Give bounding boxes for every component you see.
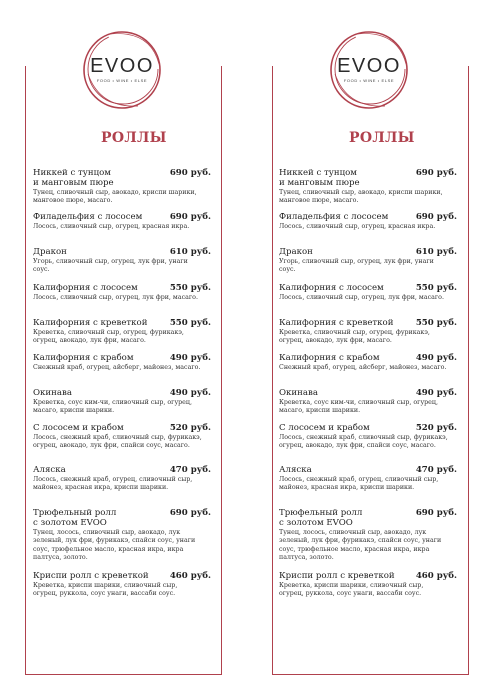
menu-item-description: Лосось, сливочный сыр, огурец, красная икра. xyxy=(33,223,190,230)
menu-item xyxy=(33,571,211,599)
menu-item-price: 550 руб. xyxy=(415,318,457,328)
menu-item-name: Калифорния с крабом xyxy=(279,353,380,363)
menu-item-description: Лосось, снежный краб, огурец, сливочный сыр, майонез, красная икра, криспи шарики. xyxy=(33,476,193,492)
menu-item-price: 690 руб. xyxy=(415,168,457,178)
menu-item-price: 690 руб. xyxy=(169,168,211,178)
menu-item-name: Калифорния с крабом xyxy=(33,353,134,363)
menu-item-description: Лосось, снежный краб, сливочный сыр, фурикакэ, огурец, авокадо, лук фри, спайси соус, масаго. xyxy=(33,434,202,450)
menu-item xyxy=(279,283,457,302)
menu-item xyxy=(279,212,457,231)
menu-item xyxy=(33,465,211,493)
menu-item-description: Лосось, снежный краб, огурец, сливочный сыр, майонез, красная икра, криспи шарики. xyxy=(279,476,439,492)
menu-item-description: Креветка, соус ким-чи, сливочный сыр, огурец, масаго, криспи шарики. xyxy=(33,399,192,415)
menu-item-name: Никкей с тунцом и манговым пюре xyxy=(33,168,114,188)
menu-item-price: 490 руб. xyxy=(415,388,457,398)
logo-tagline: FOOD • WINE • ELSE xyxy=(96,78,148,83)
menu-item xyxy=(33,247,211,275)
menu-item-name: Калифорния с креветкой xyxy=(33,318,148,328)
menu-item-name: С лососем и крабом xyxy=(33,423,124,433)
menu-item-price: 490 руб. xyxy=(415,353,457,363)
menu-item-description: Снежный краб, огурец, айсберг, майонез, масаго. xyxy=(279,364,447,371)
menu-item xyxy=(279,388,457,416)
menu-item-price: 470 руб. xyxy=(169,465,211,475)
menu-item-description: Креветка, криспи шарики, сливочный сыр, огурец, руккола, соус унаги, вассаби соус. xyxy=(279,582,424,598)
menu-item-price: 520 руб. xyxy=(169,423,211,433)
menu-item-description: Лосось, сливочный сыр, огурец, лук фри, масаго. xyxy=(33,294,198,301)
menu-item xyxy=(33,212,211,231)
menu-item-name: Никкей с тунцом и манговым пюре xyxy=(279,168,360,188)
menu-item-name: С лососем и крабом xyxy=(279,423,370,433)
logo-wordmark: EVOO xyxy=(337,55,401,77)
menu-item-description: Тунец, сливочный сыр, авокадо, криспи шарики, манговое пюре, масаго. xyxy=(279,189,443,205)
menu-item-price: 610 руб. xyxy=(415,247,457,257)
menu-item-name: Филадельфия с лососем xyxy=(33,212,143,222)
menu-item-price: 490 руб. xyxy=(169,388,211,398)
menu-item-description: Лосось, сливочный сыр, огурец, красная икра. xyxy=(279,223,436,230)
menu-item-description: Угорь, сливочный сыр, огурец, лук фри, унаги соус. xyxy=(279,258,434,274)
menu-item-price: 470 руб. xyxy=(415,465,457,475)
menu-item-name: Дракон xyxy=(33,247,67,257)
menu-item-name: Калифорния с лососем xyxy=(279,283,384,293)
menu-item xyxy=(33,318,211,346)
menu-item-price: 690 руб. xyxy=(415,508,457,518)
menu-item-description: Креветка, соус ким-чи, сливочный сыр, огурец, масаго, криспи шарики. xyxy=(279,399,438,415)
menu-item-name: Окинава xyxy=(33,388,72,398)
menu-item-price: 550 руб. xyxy=(169,283,211,293)
menu-item xyxy=(33,423,211,451)
menu-item xyxy=(279,247,457,275)
logo-wordmark: EVOO xyxy=(90,55,154,77)
menu-item-name: Филадельфия с лососем xyxy=(279,212,389,222)
evoo-logo xyxy=(327,28,411,112)
menu-item-description: Креветка, сливочный сыр, огурец, фурикакэ, огурец, авокадо, лук фри, масаго. xyxy=(279,329,430,345)
menu-item-price: 460 руб. xyxy=(415,571,457,581)
menu-item xyxy=(279,571,457,599)
menu-item xyxy=(279,465,457,493)
menu-item-price: 690 руб. xyxy=(169,212,211,222)
menu-item-description: Креветка, криспи шарики, сливочный сыр, огурец, руккола, соус унаги, вассаби соус. xyxy=(33,582,178,598)
menu-item xyxy=(279,168,457,206)
menu-item-price: 550 руб. xyxy=(415,283,457,293)
section-title: РОЛЛЫ xyxy=(349,130,415,146)
menu-item-name: Криспи ролл с креветкой xyxy=(279,571,395,581)
menu-item-description: Тунец, лосось, сливочный сыр, авокадо, лук зеленый, лук фри, фурикакэ, спайси соус, унаги соус, трюфельное масло, красная икра, икра палтуса, золото. xyxy=(33,529,196,562)
menu-item-price: 690 руб. xyxy=(415,212,457,222)
menu-item-price: 460 руб. xyxy=(169,571,211,581)
menu-item-price: 690 руб. xyxy=(169,508,211,518)
menu-item-name: Окинава xyxy=(279,388,318,398)
menu-item-name: Криспи ролл с креветкой xyxy=(33,571,149,581)
menu-item-name: Калифорния с лососем xyxy=(33,283,138,293)
evoo-logo xyxy=(80,28,164,112)
menu-item xyxy=(33,283,211,302)
menu-item-name: Трюфельный ролл с золотом EVOO xyxy=(279,508,363,528)
section-title: РОЛЛЫ xyxy=(101,130,167,146)
menu-item-description: Лосось, снежный краб, сливочный сыр, фурикакэ, огурец, авокадо, лук фри, спайси соус, масаго. xyxy=(279,434,448,450)
menu-item-name: Аляска xyxy=(33,465,66,475)
menu-item-description: Тунец, лосось, сливочный сыр, авокадо, лук зеленый, лук фри, фурикакэ, спайси соус, унаги соус, трюфельное масло, красная икра, икра палтуса, золото. xyxy=(279,529,442,562)
menu-item xyxy=(33,353,211,372)
menu-item-description: Лосось, сливочный сыр, огурец, лук фри, масаго. xyxy=(279,294,444,301)
menu-item xyxy=(33,508,211,563)
logo-tagline: FOOD • WINE • ELSE xyxy=(343,78,395,83)
menu-item-name: Аляска xyxy=(279,465,312,475)
menu-item-price: 610 руб. xyxy=(169,247,211,257)
menu-item-description: Тунец, сливочный сыр, авокадо, криспи шарики, манговое пюре, масаго. xyxy=(33,189,197,205)
menu-item xyxy=(33,388,211,416)
menu-item xyxy=(279,508,457,563)
menu-item-name: Калифорния с креветкой xyxy=(279,318,394,328)
menu-item-description: Угорь, сливочный сыр, огурец, лук фри, унаги соус. xyxy=(33,258,188,274)
menu-item xyxy=(279,423,457,451)
menu-item xyxy=(33,168,211,206)
menu-item-price: 490 руб. xyxy=(169,353,211,363)
menu-item-description: Снежный краб, огурец, айсберг, майонез, масаго. xyxy=(33,364,201,371)
menu-item-description: Креветка, сливочный сыр, огурец, фурикакэ, огурец, авокадо, лук фри, масаго. xyxy=(33,329,184,345)
menu-item xyxy=(279,353,457,372)
menu-item-price: 550 руб. xyxy=(169,318,211,328)
menu-item-price: 520 руб. xyxy=(415,423,457,433)
menu-item-name: Дракон xyxy=(279,247,313,257)
menu-item xyxy=(279,318,457,346)
menu-item-name: Трюфельный ролл с золотом EVOO xyxy=(33,508,117,528)
